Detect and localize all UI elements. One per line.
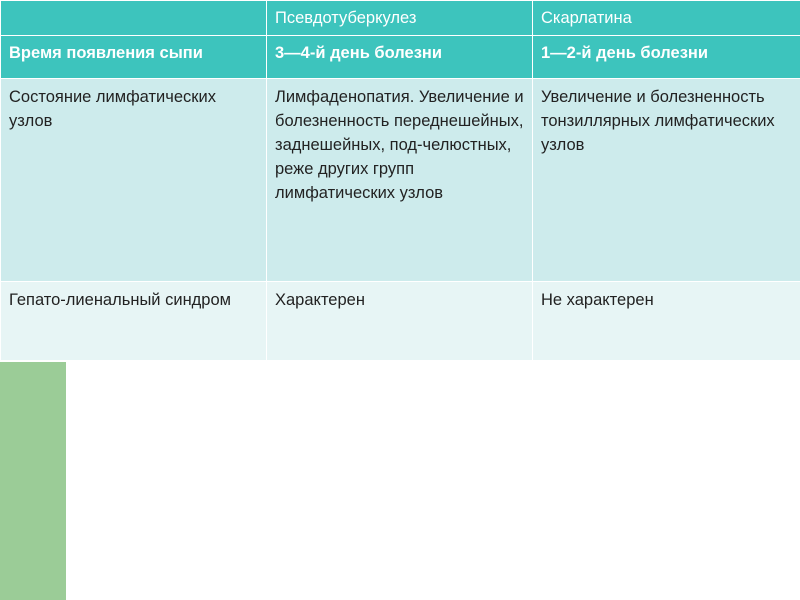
table-header-row (1, 1, 800, 36)
row-label-lymph-nodes: Состояние лимфатических узлов (1, 79, 267, 282)
table-row (1, 36, 800, 79)
header-cell-pseudotuberculosis: Псевдотуберкулез (267, 1, 533, 36)
cell-rash-scarlet-fever: 1—2-й день болезни (533, 36, 800, 79)
row-label-rash-onset: Время появления сыпи (1, 36, 267, 79)
header-cell-scarlet-fever: Скарлатина (533, 1, 800, 36)
cell-hepatolienal-pseudotuberculosis: Характерен (267, 282, 533, 361)
cell-lymph-pseudotuberculosis: Лимфаденопатия. Увеличение и болезненность переднешейных, заднешейных, под-челюстных, реже других групп лимфатических узлов (267, 79, 533, 282)
table-row (1, 79, 800, 282)
row-label-hepatolienal: Гепато-лиенальный синдром (1, 282, 267, 361)
decorative-side-block (0, 362, 66, 600)
table-row (1, 282, 800, 361)
header-cell-empty (1, 1, 267, 36)
cell-rash-pseudotuberculosis: 3—4-й день болезни (267, 36, 533, 79)
cell-hepatolienal-scarlet-fever: Не характерен (533, 282, 800, 361)
cell-lymph-scarlet-fever: Увеличение и болезненность тонзиллярных лимфатических узлов (533, 79, 800, 282)
